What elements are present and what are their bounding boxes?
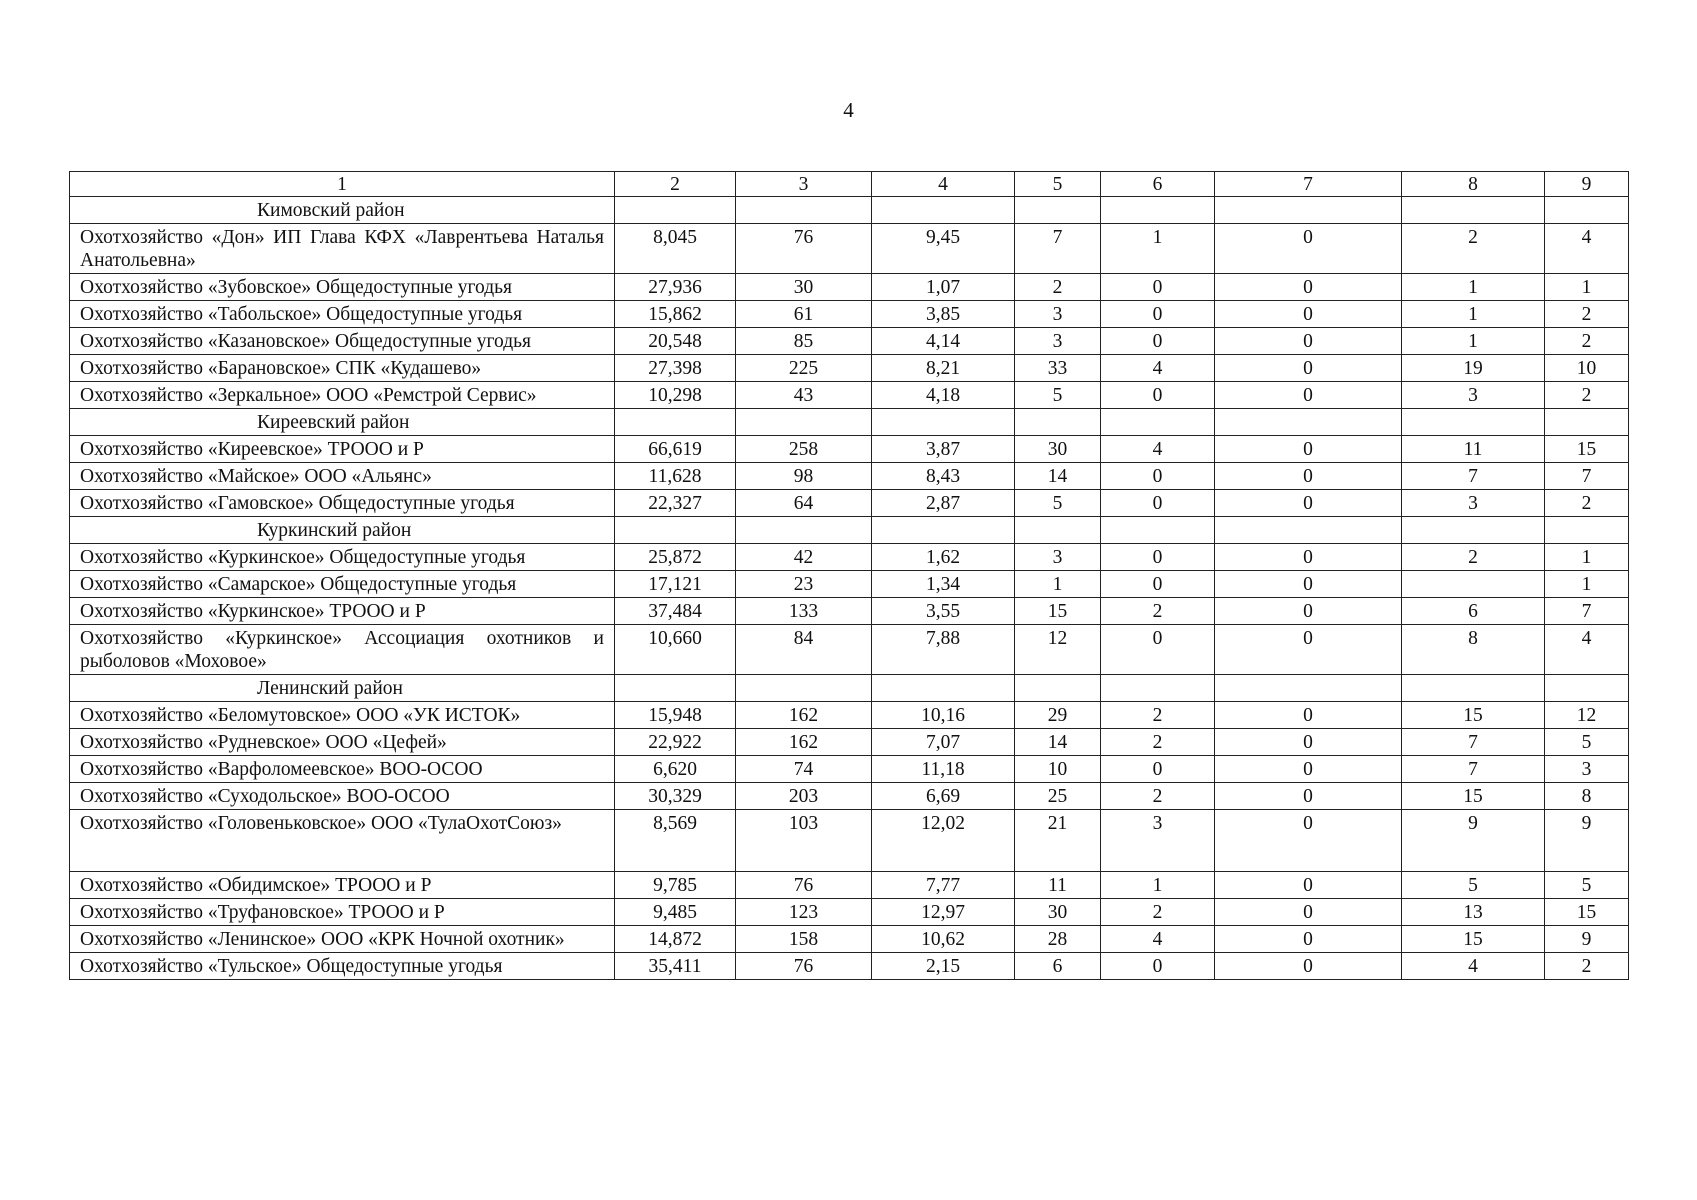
value-cell-col-8: 5 — [1402, 872, 1545, 899]
hunting-ground-name: Охотхозяйство «Тульское» Общедоступные угодья — [70, 953, 615, 980]
table-body — [70, 197, 1629, 980]
table-row — [70, 899, 1629, 926]
district-row — [70, 517, 1629, 544]
value-cell-col-8: 15 — [1402, 702, 1545, 729]
empty-cell — [1402, 517, 1545, 544]
empty-cell — [1101, 517, 1215, 544]
district-name: Куркинский район — [70, 517, 615, 544]
district-row — [70, 197, 1629, 224]
value-cell-col-5: 30 — [1015, 436, 1101, 463]
value-cell-col-9: 2 — [1545, 301, 1629, 328]
empty-cell — [736, 517, 872, 544]
value-cell-col-2: 66,619 — [615, 436, 736, 463]
page-number: 4 — [843, 98, 854, 122]
value-cell-col-7: 0 — [1215, 598, 1402, 625]
district-name: Ленинский район — [70, 675, 615, 702]
table-row — [70, 224, 1629, 274]
table-row — [70, 625, 1629, 675]
value-cell-col-6: 2 — [1101, 729, 1215, 756]
empty-cell — [1215, 675, 1402, 702]
empty-cell — [1402, 409, 1545, 436]
value-cell-col-3: 98 — [736, 463, 872, 490]
empty-cell — [872, 197, 1015, 224]
value-cell-col-4: 3,85 — [872, 301, 1015, 328]
value-cell-col-2: 15,862 — [615, 301, 736, 328]
value-cell-col-5: 3 — [1015, 328, 1101, 355]
value-cell-col-3: 42 — [736, 544, 872, 571]
value-cell-col-5: 6 — [1015, 953, 1101, 980]
value-cell-col-7: 0 — [1215, 382, 1402, 409]
column-header-8: 8 — [1402, 172, 1545, 197]
value-cell-col-9: 8 — [1545, 783, 1629, 810]
value-cell-col-5: 7 — [1015, 224, 1101, 274]
value-cell-col-5: 25 — [1015, 783, 1101, 810]
hunting-ground-name: Охотхозяйство «Казановское» Общедоступные угодья — [70, 328, 615, 355]
value-cell-col-9: 1 — [1545, 571, 1629, 598]
value-cell-col-9: 1 — [1545, 274, 1629, 301]
value-cell-col-9: 5 — [1545, 729, 1629, 756]
value-cell-col-8: 1 — [1402, 301, 1545, 328]
hunting-ground-name: Охотхозяйство «Зубовское» Общедоступные угодья — [70, 274, 615, 301]
value-cell-col-9: 2 — [1545, 953, 1629, 980]
value-cell-col-5: 12 — [1015, 625, 1101, 675]
hunting-ground-name: Охотхозяйство «Киреевское» ТРООО и Р — [70, 436, 615, 463]
value-cell-col-7: 0 — [1215, 926, 1402, 953]
value-cell-col-7: 0 — [1215, 810, 1402, 872]
value-cell-col-7: 0 — [1215, 328, 1402, 355]
value-cell-col-9: 9 — [1545, 810, 1629, 872]
value-cell-col-9: 2 — [1545, 328, 1629, 355]
value-cell-col-8: 15 — [1402, 783, 1545, 810]
value-cell-col-2: 9,485 — [615, 899, 736, 926]
value-cell-col-8: 19 — [1402, 355, 1545, 382]
value-cell-col-5: 33 — [1015, 355, 1101, 382]
value-cell-col-2: 20,548 — [615, 328, 736, 355]
table-row — [70, 544, 1629, 571]
value-cell-col-5: 29 — [1015, 702, 1101, 729]
value-cell-col-4: 2,15 — [872, 953, 1015, 980]
value-cell-col-3: 76 — [736, 953, 872, 980]
value-cell-col-7: 0 — [1215, 702, 1402, 729]
value-cell-col-6: 0 — [1101, 328, 1215, 355]
hunting-ground-name: Охотхозяйство «Суходольское» ВОО-ОСОО — [70, 783, 615, 810]
value-cell-col-6: 1 — [1101, 872, 1215, 899]
value-cell-col-5: 28 — [1015, 926, 1101, 953]
empty-cell — [1015, 675, 1101, 702]
value-cell-col-4: 4,18 — [872, 382, 1015, 409]
table-row — [70, 274, 1629, 301]
value-cell-col-2: 27,398 — [615, 355, 736, 382]
value-cell-col-6: 4 — [1101, 436, 1215, 463]
empty-cell — [1402, 675, 1545, 702]
value-cell-col-8: 13 — [1402, 899, 1545, 926]
value-cell-col-9: 12 — [1545, 702, 1629, 729]
value-cell-col-2: 15,948 — [615, 702, 736, 729]
value-cell-col-7: 0 — [1215, 783, 1402, 810]
value-cell-col-3: 76 — [736, 224, 872, 274]
value-cell-col-9: 5 — [1545, 872, 1629, 899]
empty-cell — [1101, 409, 1215, 436]
empty-cell — [1015, 409, 1101, 436]
value-cell-col-8: 4 — [1402, 953, 1545, 980]
value-cell-col-8: 3 — [1402, 382, 1545, 409]
value-cell-col-5: 30 — [1015, 899, 1101, 926]
value-cell-col-3: 64 — [736, 490, 872, 517]
value-cell-col-7: 0 — [1215, 355, 1402, 382]
empty-cell — [1215, 197, 1402, 224]
value-cell-col-9: 1 — [1545, 544, 1629, 571]
table-row — [70, 436, 1629, 463]
value-cell-col-8: 7 — [1402, 729, 1545, 756]
value-cell-col-8: 1 — [1402, 328, 1545, 355]
value-cell-col-3: 23 — [736, 571, 872, 598]
value-cell-col-3: 133 — [736, 598, 872, 625]
value-cell-col-6: 4 — [1101, 926, 1215, 953]
value-cell-col-3: 162 — [736, 729, 872, 756]
value-cell-col-8: 15 — [1402, 926, 1545, 953]
value-cell-col-9: 4 — [1545, 625, 1629, 675]
column-header-2: 2 — [615, 172, 736, 197]
hunting-ground-name: Охотхозяйство «Табольское» Общедоступные угодья — [70, 301, 615, 328]
value-cell-col-2: 11,628 — [615, 463, 736, 490]
column-header-4: 4 — [872, 172, 1015, 197]
hunting-ground-name: Охотхозяйство «Варфоломеевское» ВОО-ОСОО — [70, 756, 615, 783]
value-cell-col-7: 0 — [1215, 544, 1402, 571]
hunting-ground-name: Охотхозяйство «Барановское» СПК «Кудашево» — [70, 355, 615, 382]
empty-cell — [872, 409, 1015, 436]
hunting-ground-name: Охотхозяйство «Майское» ООО «Альянс» — [70, 463, 615, 490]
value-cell-col-4: 6,69 — [872, 783, 1015, 810]
empty-cell — [872, 517, 1015, 544]
hunting-ground-name: Охотхозяйство «Куркинское» Ассоциация охотников и рыболовов «Моховое» — [70, 625, 615, 675]
value-cell-col-9: 7 — [1545, 598, 1629, 625]
hunting-grounds-table — [69, 171, 1629, 980]
table-row — [70, 571, 1629, 598]
value-cell-col-5: 2 — [1015, 274, 1101, 301]
value-cell-col-8: 6 — [1402, 598, 1545, 625]
value-cell-col-5: 3 — [1015, 544, 1101, 571]
value-cell-col-7: 0 — [1215, 756, 1402, 783]
value-cell-col-3: 74 — [736, 756, 872, 783]
value-cell-col-7: 0 — [1215, 899, 1402, 926]
value-cell-col-7: 0 — [1215, 224, 1402, 274]
value-cell-col-5: 14 — [1015, 463, 1101, 490]
table-row — [70, 926, 1629, 953]
value-cell-col-7: 0 — [1215, 463, 1402, 490]
value-cell-col-4: 7,88 — [872, 625, 1015, 675]
hunting-ground-name: Охотхозяйство «Ленинское» ООО «КРК Ночной охотник» — [70, 926, 615, 953]
value-cell-col-7: 0 — [1215, 625, 1402, 675]
value-cell-col-5: 5 — [1015, 382, 1101, 409]
table-row — [70, 783, 1629, 810]
hunting-ground-name: Охотхозяйство «Обидимское» ТРООО и Р — [70, 872, 615, 899]
table-row — [70, 355, 1629, 382]
value-cell-col-9: 2 — [1545, 382, 1629, 409]
empty-cell — [1015, 197, 1101, 224]
empty-cell — [1101, 197, 1215, 224]
empty-cell — [615, 409, 736, 436]
district-row — [70, 675, 1629, 702]
value-cell-col-4: 10,16 — [872, 702, 1015, 729]
value-cell-col-6: 2 — [1101, 598, 1215, 625]
value-cell-col-6: 0 — [1101, 301, 1215, 328]
table-row — [70, 490, 1629, 517]
value-cell-col-5: 21 — [1015, 810, 1101, 872]
value-cell-col-2: 8,569 — [615, 810, 736, 872]
value-cell-col-2: 14,872 — [615, 926, 736, 953]
hunting-ground-name: Охотхозяйство «Труфановское» ТРООО и Р — [70, 899, 615, 926]
hunting-ground-name: Охотхозяйство «Гамовское» Общедоступные угодья — [70, 490, 615, 517]
table-row — [70, 328, 1629, 355]
value-cell-col-8: 7 — [1402, 756, 1545, 783]
empty-cell — [736, 675, 872, 702]
table-row — [70, 953, 1629, 980]
district-name: Кимовский район — [70, 197, 615, 224]
empty-cell — [736, 197, 872, 224]
hunting-ground-name: Охотхозяйство «Дон» ИП Глава КФХ «Лаврентьева Наталья Анатольевна» — [70, 224, 615, 274]
value-cell-col-6: 1 — [1101, 224, 1215, 274]
district-name: Киреевский район — [70, 409, 615, 436]
value-cell-col-4: 12,02 — [872, 810, 1015, 872]
value-cell-col-9: 3 — [1545, 756, 1629, 783]
table-row — [70, 463, 1629, 490]
value-cell-col-4: 1,62 — [872, 544, 1015, 571]
value-cell-col-5: 5 — [1015, 490, 1101, 517]
value-cell-col-9: 9 — [1545, 926, 1629, 953]
value-cell-col-3: 158 — [736, 926, 872, 953]
value-cell-col-7: 0 — [1215, 436, 1402, 463]
value-cell-col-9: 2 — [1545, 490, 1629, 517]
empty-cell — [1545, 409, 1629, 436]
value-cell-col-9: 10 — [1545, 355, 1629, 382]
value-cell-col-5: 15 — [1015, 598, 1101, 625]
value-cell-col-8: 8 — [1402, 625, 1545, 675]
value-cell-col-4: 4,14 — [872, 328, 1015, 355]
table-row — [70, 301, 1629, 328]
value-cell-col-5: 10 — [1015, 756, 1101, 783]
value-cell-col-6: 0 — [1101, 463, 1215, 490]
value-cell-col-2: 17,121 — [615, 571, 736, 598]
empty-cell — [1101, 675, 1215, 702]
table-row — [70, 872, 1629, 899]
value-cell-col-2: 6,620 — [615, 756, 736, 783]
table-row — [70, 382, 1629, 409]
table-row — [70, 810, 1629, 872]
value-cell-col-9: 7 — [1545, 463, 1629, 490]
empty-cell — [872, 675, 1015, 702]
value-cell-col-6: 2 — [1101, 899, 1215, 926]
value-cell-col-6: 4 — [1101, 355, 1215, 382]
value-cell-col-6: 0 — [1101, 544, 1215, 571]
value-cell-col-2: 22,327 — [615, 490, 736, 517]
empty-cell — [1215, 517, 1402, 544]
table-row — [70, 729, 1629, 756]
value-cell-col-6: 0 — [1101, 625, 1215, 675]
value-cell-col-4: 7,07 — [872, 729, 1015, 756]
value-cell-col-8: 11 — [1402, 436, 1545, 463]
value-cell-col-2: 10,298 — [615, 382, 736, 409]
value-cell-col-2: 27,936 — [615, 274, 736, 301]
empty-cell — [1545, 675, 1629, 702]
value-cell-col-2: 10,660 — [615, 625, 736, 675]
empty-cell — [615, 197, 736, 224]
table-row — [70, 598, 1629, 625]
value-cell-col-5: 3 — [1015, 301, 1101, 328]
column-header-7: 7 — [1215, 172, 1402, 197]
value-cell-col-7: 0 — [1215, 301, 1402, 328]
value-cell-col-3: 84 — [736, 625, 872, 675]
header-row — [70, 172, 1629, 197]
empty-cell — [615, 517, 736, 544]
column-header-6: 6 — [1101, 172, 1215, 197]
value-cell-col-7: 0 — [1215, 571, 1402, 598]
column-header-3: 3 — [736, 172, 872, 197]
value-cell-col-3: 162 — [736, 702, 872, 729]
value-cell-col-3: 43 — [736, 382, 872, 409]
empty-cell — [615, 675, 736, 702]
value-cell-col-7: 0 — [1215, 274, 1402, 301]
value-cell-col-5: 11 — [1015, 872, 1101, 899]
value-cell-col-3: 258 — [736, 436, 872, 463]
value-cell-col-4: 8,21 — [872, 355, 1015, 382]
empty-cell — [1545, 517, 1629, 544]
hunting-ground-name: Охотхозяйство «Куркинское» ТРООО и Р — [70, 598, 615, 625]
value-cell-col-2: 22,922 — [615, 729, 736, 756]
value-cell-col-3: 103 — [736, 810, 872, 872]
hunting-ground-name: Охотхозяйство «Самарское» Общедоступные угодья — [70, 571, 615, 598]
value-cell-col-2: 8,045 — [615, 224, 736, 274]
value-cell-col-3: 76 — [736, 872, 872, 899]
value-cell-col-7: 0 — [1215, 729, 1402, 756]
column-header-1: 1 — [70, 172, 615, 197]
hunting-ground-name: Охотхозяйство «Рудневское» ООО «Цефей» — [70, 729, 615, 756]
value-cell-col-2: 35,411 — [615, 953, 736, 980]
value-cell-col-2: 37,484 — [615, 598, 736, 625]
value-cell-col-7: 0 — [1215, 872, 1402, 899]
value-cell-col-6: 0 — [1101, 274, 1215, 301]
value-cell-col-4: 7,77 — [872, 872, 1015, 899]
value-cell-col-4: 2,87 — [872, 490, 1015, 517]
value-cell-col-8 — [1402, 571, 1545, 598]
value-cell-col-4: 11,18 — [872, 756, 1015, 783]
value-cell-col-4: 12,97 — [872, 899, 1015, 926]
empty-cell — [1545, 197, 1629, 224]
value-cell-col-8: 2 — [1402, 224, 1545, 274]
value-cell-col-8: 3 — [1402, 490, 1545, 517]
empty-cell — [1215, 409, 1402, 436]
value-cell-col-2: 9,785 — [615, 872, 736, 899]
value-cell-col-7: 0 — [1215, 490, 1402, 517]
value-cell-col-4: 3,87 — [872, 436, 1015, 463]
value-cell-col-9: 15 — [1545, 899, 1629, 926]
value-cell-col-4: 3,55 — [872, 598, 1015, 625]
value-cell-col-2: 25,872 — [615, 544, 736, 571]
table-row — [70, 756, 1629, 783]
value-cell-col-4: 1,07 — [872, 274, 1015, 301]
empty-cell — [1015, 517, 1101, 544]
value-cell-col-9: 4 — [1545, 224, 1629, 274]
value-cell-col-3: 85 — [736, 328, 872, 355]
value-cell-col-6: 0 — [1101, 953, 1215, 980]
value-cell-col-6: 0 — [1101, 756, 1215, 783]
value-cell-col-8: 2 — [1402, 544, 1545, 571]
empty-cell — [1402, 197, 1545, 224]
hunting-ground-name: Охотхозяйство «Головеньковское» ООО «ТулаОхотСоюз» — [70, 810, 615, 872]
column-header-9: 9 — [1545, 172, 1629, 197]
district-row — [70, 409, 1629, 436]
value-cell-col-6: 0 — [1101, 490, 1215, 517]
value-cell-col-4: 8,43 — [872, 463, 1015, 490]
value-cell-col-6: 2 — [1101, 702, 1215, 729]
value-cell-col-5: 1 — [1015, 571, 1101, 598]
value-cell-col-7: 0 — [1215, 953, 1402, 980]
value-cell-col-6: 2 — [1101, 783, 1215, 810]
value-cell-col-9: 15 — [1545, 436, 1629, 463]
value-cell-col-4: 9,45 — [872, 224, 1015, 274]
column-header-5: 5 — [1015, 172, 1101, 197]
value-cell-col-3: 225 — [736, 355, 872, 382]
hunting-ground-name: Охотхозяйство «Куркинское» Общедоступные угодья — [70, 544, 615, 571]
value-cell-col-3: 203 — [736, 783, 872, 810]
value-cell-col-4: 1,34 — [872, 571, 1015, 598]
value-cell-col-6: 0 — [1101, 571, 1215, 598]
hunting-ground-name: Охотхозяйство «Зеркальное» ООО «Ремстрой Сервис» — [70, 382, 615, 409]
value-cell-col-3: 30 — [736, 274, 872, 301]
value-cell-col-5: 14 — [1015, 729, 1101, 756]
hunting-ground-name: Охотхозяйство «Беломутовское» ООО «УК ИСТОК» — [70, 702, 615, 729]
value-cell-col-6: 0 — [1101, 382, 1215, 409]
value-cell-col-6: 3 — [1101, 810, 1215, 872]
value-cell-col-2: 30,329 — [615, 783, 736, 810]
value-cell-col-4: 10,62 — [872, 926, 1015, 953]
value-cell-col-3: 61 — [736, 301, 872, 328]
empty-cell — [736, 409, 872, 436]
table-row — [70, 702, 1629, 729]
value-cell-col-8: 9 — [1402, 810, 1545, 872]
value-cell-col-8: 1 — [1402, 274, 1545, 301]
value-cell-col-8: 7 — [1402, 463, 1545, 490]
value-cell-col-3: 123 — [736, 899, 872, 926]
